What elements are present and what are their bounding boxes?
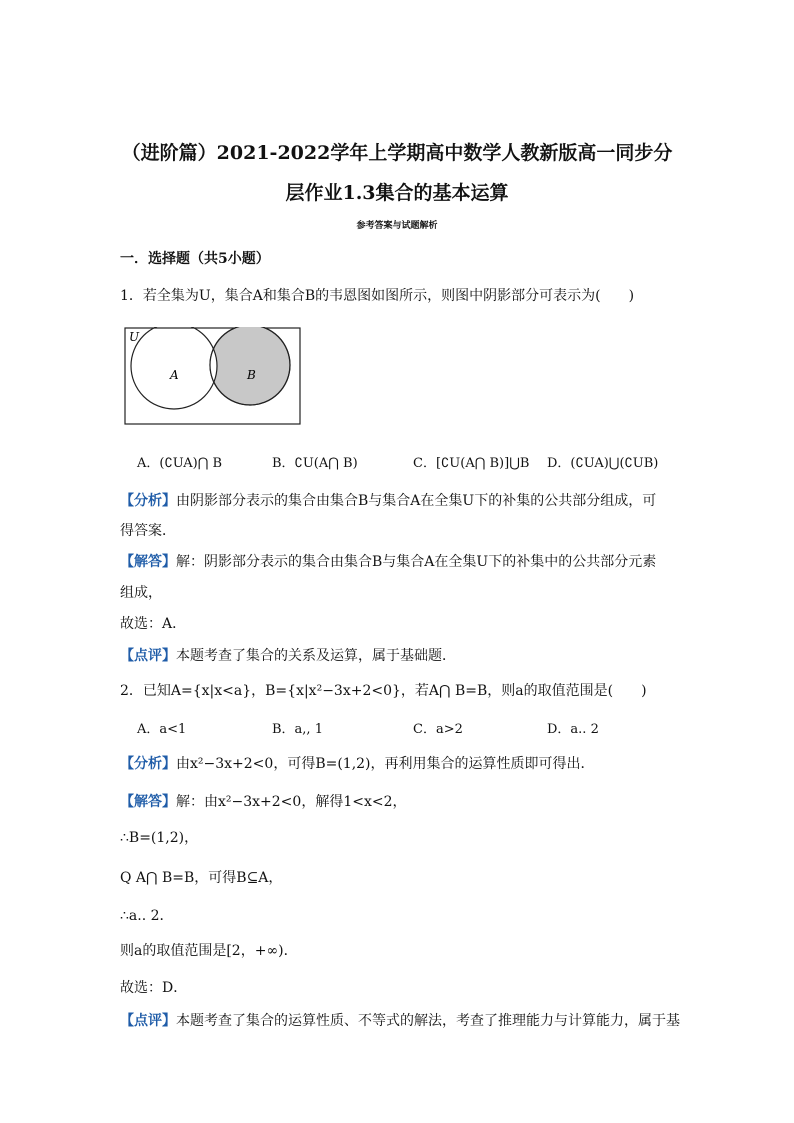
q1-option-d: D．(∁UA)⋃(∁UB) bbox=[547, 456, 659, 471]
subtitle: 参考答案与试题解析 bbox=[356, 221, 438, 231]
q2-option-a: A．a<1 bbox=[137, 722, 187, 737]
venn-label-a: A bbox=[170, 368, 179, 382]
q1-comment-row bbox=[120, 645, 456, 665]
q1-solution-text-2: 组成， bbox=[120, 585, 162, 601]
q2-solution-row bbox=[120, 791, 407, 811]
q2-solution-text: 解：由x²−3x+2<0，解得1<x<2， bbox=[176, 794, 407, 810]
q2-analysis-row bbox=[120, 753, 595, 773]
q2-option-b: B．a,, 1 bbox=[272, 722, 323, 737]
q1-stem: 1．若全集为U，集合A和集合B的韦恩图如图所示，则图中阴影部分可表示为( ) bbox=[120, 288, 635, 304]
q2-stem: 2．已知A={x|x<a}，B={x|x²−3x+2<0}，若A⋂ B=B，则a的取值范围是( ) bbox=[120, 683, 647, 699]
venn-diagram bbox=[124, 327, 302, 427]
q2-solution-text-4: ∴a.. 2． bbox=[120, 908, 174, 924]
q1-solution-row bbox=[120, 551, 656, 571]
q1-solution-text: 解：阴影部分表示的集合由集合B与集合A在全集U下的补集中的公共部分元素 bbox=[176, 554, 657, 570]
q2-solution-label: 【解答】 bbox=[120, 794, 176, 810]
q2-comment-label: 【点评】 bbox=[120, 1013, 176, 1029]
q2-choice: 故选：D． bbox=[120, 980, 188, 996]
q1-choice: 故选：A． bbox=[120, 616, 187, 632]
title-line-1: （进阶篇）2021-2022学年上学期高中数学人教新版高一同步分 bbox=[121, 142, 673, 164]
q2-option-c: C．a>2 bbox=[413, 722, 463, 737]
q1-option-c: C．[∁U(A⋂ B)]⋃B bbox=[413, 456, 530, 471]
venn-label-u: U bbox=[129, 330, 140, 344]
q2-analysis-label: 【分析】 bbox=[120, 756, 176, 772]
q1-option-a: A．(∁UA)⋂ B bbox=[137, 456, 223, 471]
q1-solution-label: 【解答】 bbox=[120, 554, 176, 570]
q1-comment-text: 本题考查了集合的关系及运算，属于基础题． bbox=[176, 648, 456, 664]
q1-option-b: B．∁U(A⋂ B) bbox=[272, 456, 358, 471]
q2-solution-text-5: 则a的取值范围是[2，+∞)． bbox=[120, 943, 298, 959]
q1-analysis-label: 【分析】 bbox=[120, 493, 176, 509]
q2-option-d: D．a.. 2 bbox=[547, 722, 599, 737]
q1-analysis-text: 由阴影部分表示的集合由集合B与集合A在全集U下的补集的公共部分组成，可 bbox=[176, 493, 657, 509]
q2-comment-row bbox=[120, 1010, 680, 1030]
title-line-2: 层作业1.3集合的基本运算 bbox=[285, 182, 509, 204]
q2-analysis-text: 由x²−3x+2<0，可得B=(1,2)，再利用集合的运算性质即可得出． bbox=[176, 756, 595, 772]
q2-comment-text: 本题考查了集合的运算性质、不等式的解法，考查了推理能力与计算能力，属于基 bbox=[176, 1013, 680, 1029]
section-heading: 一．选择题（共5小题） bbox=[120, 251, 270, 267]
q1-analysis-text-2: 得答案． bbox=[120, 523, 176, 539]
venn-label-b: B bbox=[247, 368, 256, 382]
q1-analysis-row bbox=[120, 490, 656, 510]
q1-comment-label: 【点评】 bbox=[120, 648, 176, 664]
q2-solution-text-3: Q A⋂ B=B，可得B⊆A， bbox=[120, 870, 283, 886]
q2-solution-text-2: ∴B=(1,2)， bbox=[120, 830, 199, 846]
